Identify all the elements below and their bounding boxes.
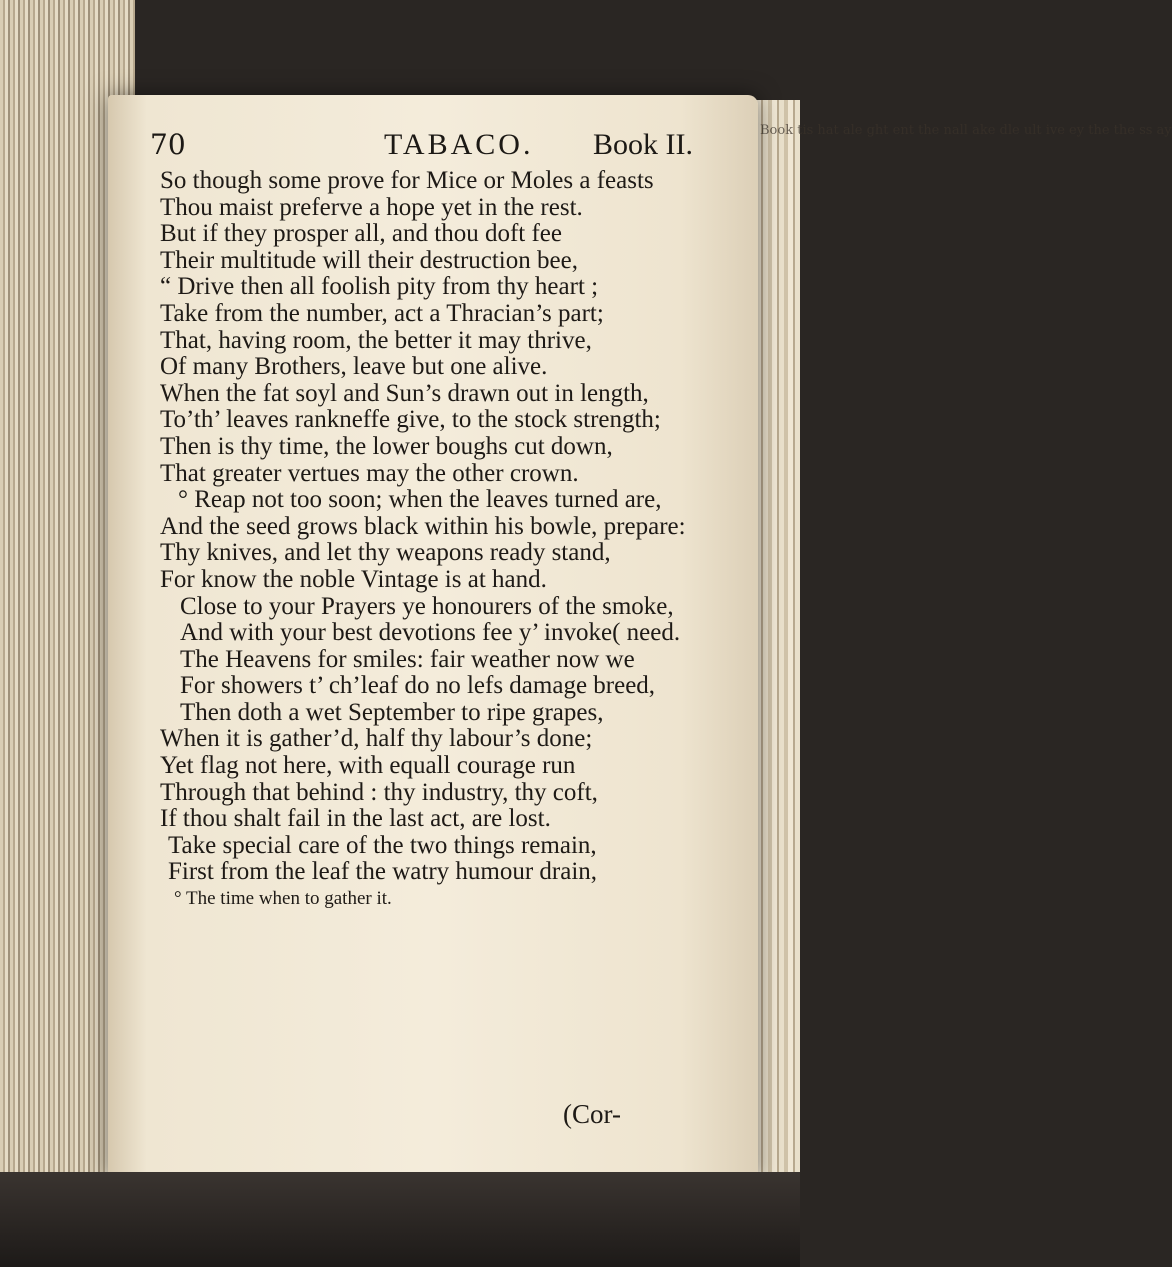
catchword: (Cor- [563, 1099, 621, 1129]
verse-line: Take special care of the two things remain, [168, 831, 597, 859]
poem-text [160, 168, 760, 913]
verse-line: For showers t’ ch’leaf do no lefs damage breed, [180, 672, 656, 700]
verse-line: That, having room, the better it may thrive, [160, 326, 592, 354]
scan-bottom-shadow [0, 1172, 800, 1267]
verse-line: ° The time when to gather it. [174, 888, 392, 910]
verse-line: Yet flag not here, with equall courage run [160, 752, 576, 780]
verse-line: When it is gather’d, half thy labour’s done; [160, 725, 593, 753]
verse-line: Then doth a wet September to ripe grapes, [180, 698, 604, 726]
verse-line: Then is thy time, the lower boughs cut down, [160, 432, 613, 460]
verse-line: “ Drive then all foolish pity from thy heart ; [160, 273, 599, 301]
verse-line: And with your best devotions fee y’ invoke( need. [180, 619, 681, 647]
verse-line: Thou maist preferve a hope yet in the rest. [160, 193, 583, 221]
verse-line: That greater vertues may the other crown. [160, 459, 579, 487]
verse-line: If thou shalt fail in the last act, are lost. [160, 805, 551, 833]
verse-line: First from the leaf the watry humour drain, [168, 858, 598, 886]
verse-line: Their multitude will their destruction bee, [160, 246, 578, 274]
verse-line: And the seed grows black within his bowle, prepare: [160, 512, 686, 540]
book-label: Book II. [593, 128, 693, 161]
running-title: TABACO. [384, 128, 534, 161]
verse-line: Through that behind : thy industry, thy coft, [160, 778, 598, 806]
facing-page-fragments: Book tis hat ale ght ent the nall ake dle ult ive ey the the ss ay [760, 123, 1172, 138]
verse-line: Close to your Prayers ye honourers of the smoke, [180, 592, 674, 620]
verse-line: So though some prove for Mice or Moles a feasts [160, 167, 654, 194]
page-number: 70 [150, 128, 186, 161]
verse-line: The Heavens for smiles: fair weather now we [180, 645, 635, 673]
verse-line: Thy knives, and let thy weapons ready stand, [160, 539, 611, 567]
verse-line: For know the noble Vintage is at hand. [160, 565, 547, 593]
verse-line: But if they prosper all, and thou doft fee [160, 220, 562, 248]
verse-line: To’th’ leaves rankneffe give, to the stock strength; [160, 406, 661, 434]
verse-line: When the fat soyl and Sun’s drawn out in length, [160, 379, 649, 407]
verse-line: Of many Brothers, leave but one alive. [160, 353, 548, 381]
verse-line: ° Reap not too soon; when the leaves turned are, [178, 486, 662, 514]
verse-line: Take from the number, act a Thracian’s part; [160, 299, 604, 327]
